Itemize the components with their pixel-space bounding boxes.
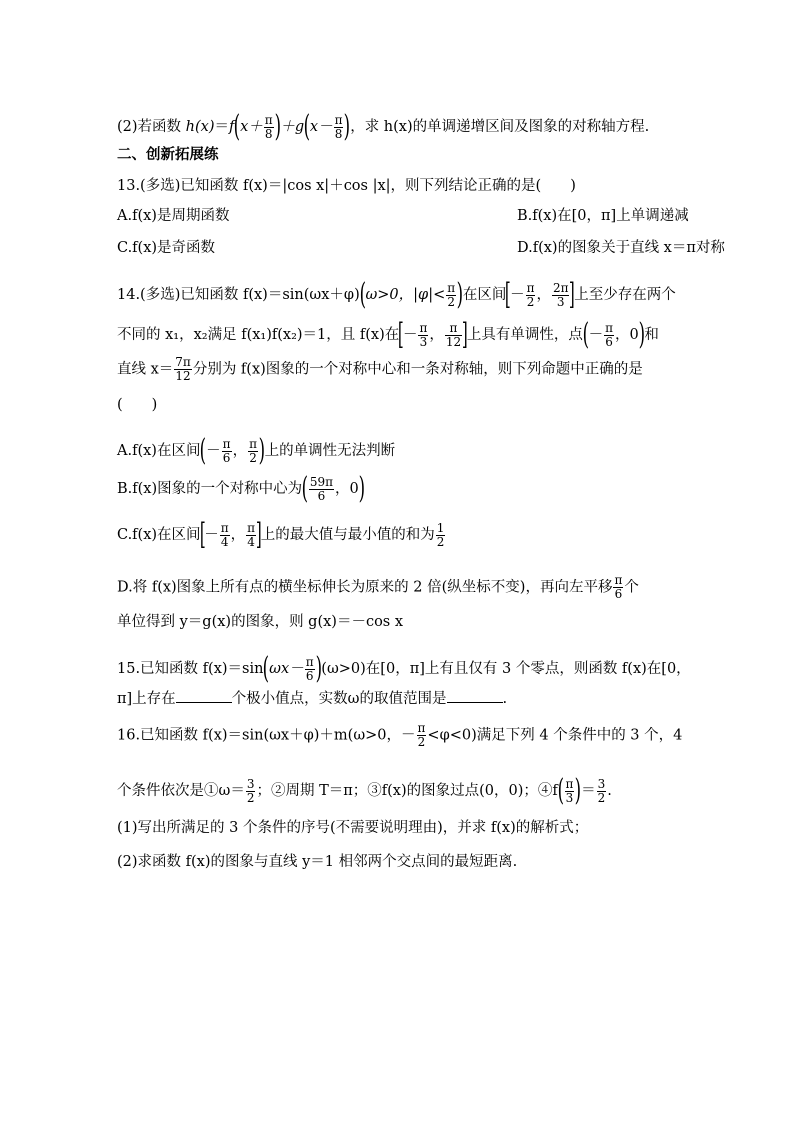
bracket: ] — [569, 277, 576, 312]
text: 个极小值点，实数ω的取值范围是 — [231, 691, 447, 707]
text: 和 — [644, 327, 659, 343]
numerator: 2π — [552, 280, 569, 295]
text: ＝ — [214, 119, 229, 135]
text: (ω>0)在[0，π]上有且仅有 3 个零点，则函数 f(x)在[0， — [321, 661, 691, 677]
numerator: π — [417, 721, 426, 735]
denominator: 12 — [445, 334, 462, 349]
bracket: ] — [255, 517, 262, 552]
fraction — [334, 114, 344, 141]
paren: ) — [315, 651, 322, 686]
numerator: π — [445, 322, 462, 336]
denominator: 8 — [334, 126, 343, 141]
text: － — [588, 327, 604, 343]
denominator: 2 — [436, 534, 445, 549]
fraction — [613, 574, 623, 601]
numerator: π — [264, 112, 273, 127]
text: 个条件依次是①ω＝ — [117, 783, 245, 799]
text: ， — [232, 443, 248, 459]
numerator: π — [447, 280, 456, 295]
text: D.将 f(x)图象上所有点的横坐标伸长为原来的 2 倍(纵坐标不变)，再向左平移 — [117, 579, 613, 596]
q14-option-d-cont: 单位得到 y＝g(x)的图象，则 g(x)＝－cos x — [117, 614, 404, 630]
paren: ) — [575, 773, 582, 808]
numerator: π — [614, 573, 623, 587]
text: . — [502, 691, 508, 707]
q13-option-c: C.f(x)是奇函数 — [117, 240, 216, 256]
denominator: 2 — [447, 294, 455, 309]
text: ωx－ — [269, 661, 304, 677]
denominator: 2 — [526, 294, 535, 309]
numerator: π — [220, 520, 229, 535]
fraction — [417, 722, 427, 749]
numerator: π — [305, 654, 314, 669]
text: － — [402, 327, 418, 343]
text: h(x) — [185, 119, 215, 135]
fraction — [565, 778, 575, 805]
text: ω>0，|φ|< — [365, 287, 446, 303]
q16-line1 — [117, 722, 682, 749]
q13-option-a: A.f(x)是周期函数 — [117, 208, 230, 224]
denominator: 2 — [249, 450, 257, 465]
paren: ( — [557, 773, 564, 808]
numerator: 3 — [597, 776, 606, 791]
denominator: 4 — [220, 534, 229, 549]
text: f — [229, 119, 235, 135]
fraction — [305, 656, 315, 683]
text: ， — [614, 327, 630, 343]
q14-option-a — [117, 433, 396, 468]
text: ，求 h(x)的单调递增区间及图象的对称轴方程. — [350, 119, 650, 135]
denominator: 3 — [556, 294, 565, 309]
text: A.f(x)在区间 — [117, 443, 201, 459]
text: 16.已知函数 f(x)＝sin(ωx＋φ)＋m(ω>0，－ — [117, 727, 416, 744]
q14-option-c — [117, 517, 446, 552]
text: (2)若函数 — [117, 119, 186, 135]
text: C.f(x)在区间 — [117, 527, 201, 543]
fraction — [222, 438, 232, 465]
denominator: 6 — [305, 668, 314, 683]
q14-line3 — [117, 356, 643, 383]
q14-answer-paren: ( ) — [117, 397, 158, 413]
q14-line1 — [117, 277, 676, 312]
text: π]上存在 — [117, 691, 176, 707]
paren: ) — [274, 109, 281, 144]
fraction — [418, 322, 428, 349]
q16-line2 — [117, 773, 612, 808]
denominator: 2 — [597, 790, 606, 805]
paren: ) — [258, 433, 266, 468]
fraction — [597, 778, 607, 805]
fraction — [264, 114, 274, 141]
denominator: 6 — [614, 587, 623, 601]
text: 分别为 f(x)图象的一个对称中心和一条对称轴，则下列命题中正确的是 — [192, 361, 643, 378]
paren: ( — [234, 109, 241, 144]
denominator: 3 — [565, 790, 574, 805]
fraction — [436, 522, 446, 549]
paren: ) — [456, 277, 464, 312]
denominator: 6 — [222, 450, 231, 465]
fraction — [220, 522, 230, 549]
q13-option-b: B.f(x)在[0，π]上单调递减 — [517, 208, 689, 224]
bracket: [ — [505, 277, 512, 312]
paren: ( — [200, 433, 207, 468]
denominator: 4 — [247, 534, 255, 549]
bracket: ] — [462, 317, 468, 352]
fraction — [309, 476, 334, 503]
fraction — [246, 778, 256, 805]
numerator: π — [605, 320, 613, 335]
denominator: 6 — [317, 488, 326, 503]
q16-part1: (1)写出所满足的 3 个条件的序号(不需要说明理由)，并求 f(x)的解析式； — [117, 820, 589, 836]
denominator: 2 — [417, 735, 426, 749]
numerator: π — [249, 436, 257, 451]
text: 上的最大值与最小值的和为 — [260, 527, 435, 543]
text: 15.已知函数 f(x)＝sin — [117, 661, 264, 677]
q14-option-b — [117, 471, 365, 506]
answer-blank[interactable] — [447, 688, 503, 703]
text: ， — [429, 327, 444, 343]
text: 上的单调性无法判断 — [264, 443, 396, 459]
paren: ( — [301, 471, 309, 506]
numerator: π — [526, 280, 535, 295]
numerator: 59π — [309, 474, 333, 489]
fraction — [552, 282, 570, 309]
fraction — [526, 282, 536, 309]
text: － — [206, 443, 221, 459]
fraction — [174, 356, 192, 383]
fraction — [446, 282, 456, 309]
paren: ) — [638, 317, 645, 352]
numerator: 7π — [175, 355, 191, 369]
denominator: 6 — [605, 334, 613, 349]
q15-line2 — [117, 688, 507, 709]
bracket: [ — [398, 317, 405, 352]
text: － — [204, 527, 219, 543]
q13-stem: 13.(多选)已知函数 f(x)＝|cos x|＋cos |x|，则下列结论正确的是( ) — [117, 178, 576, 194]
numerator: π — [419, 320, 428, 335]
numerator: π — [222, 436, 231, 451]
answer-blank[interactable] — [176, 688, 232, 703]
text: 上至少存在两个 — [574, 287, 676, 303]
text: 14.(多选)已知函数 f(x)＝sin(ωx＋φ) — [117, 287, 360, 303]
text: . — [607, 783, 612, 799]
numerator: π — [565, 776, 574, 791]
q12-part2-line — [117, 109, 650, 144]
text: x－ — [309, 119, 333, 135]
text: ＋g — [280, 119, 305, 135]
q16-part2: (2)求函数 f(x)的图象与直线 y＝1 相邻两个交点间的最短距离. — [117, 854, 518, 870]
text: 直线 x＝ — [117, 361, 174, 378]
fraction — [248, 438, 258, 465]
text: x＋ — [240, 119, 263, 135]
text: <φ<0)满足下列 4 个条件中的 3 个，4 — [427, 727, 683, 744]
q15-line1 — [117, 651, 691, 686]
text: 0 — [629, 327, 639, 343]
denominator: 12 — [175, 369, 191, 383]
text: 上具有单调性，点 — [466, 327, 583, 343]
fraction — [445, 322, 462, 349]
text: ， — [335, 481, 350, 497]
section-title: 二、创新拓展练 — [117, 146, 219, 163]
denominator: 2 — [246, 790, 255, 805]
q13-option-d: D.f(x)的图象关于直线 x＝π对称 — [517, 240, 725, 256]
text: 0 — [349, 481, 359, 497]
q14-option-d — [117, 574, 639, 601]
q13-options-ab — [117, 206, 689, 226]
fraction — [246, 522, 256, 549]
paren: ( — [582, 317, 589, 352]
numerator: π — [334, 112, 343, 127]
paren: ( — [263, 651, 270, 686]
bracket: [ — [199, 517, 206, 552]
text: ， — [536, 287, 551, 303]
text: － — [510, 287, 525, 303]
numerator: π — [247, 520, 256, 535]
q13-options-cd — [117, 238, 725, 258]
paren: ) — [344, 109, 351, 144]
q14-line2 — [117, 317, 659, 352]
text: ；②周期 T＝π；③f(x)的图象过点(0，0)；④f — [256, 783, 558, 799]
numerator: 1 — [436, 520, 445, 535]
paren: ) — [358, 471, 365, 506]
text: 个 — [624, 579, 639, 596]
text: 在区间 — [462, 287, 507, 303]
paren: ( — [303, 109, 311, 144]
numerator: 3 — [246, 776, 255, 791]
denominator: 3 — [419, 334, 428, 349]
denominator: 8 — [264, 126, 273, 141]
paren: ( — [359, 277, 366, 312]
text: B.f(x)图象的一个对称中心为 — [117, 481, 303, 497]
text: 不同的 x₁，x₂满足 f(x₁)f(x₂)＝1，且 f(x)在 — [117, 327, 400, 343]
text: ＝ — [581, 783, 596, 799]
text: ， — [230, 527, 246, 543]
fraction — [604, 322, 614, 349]
